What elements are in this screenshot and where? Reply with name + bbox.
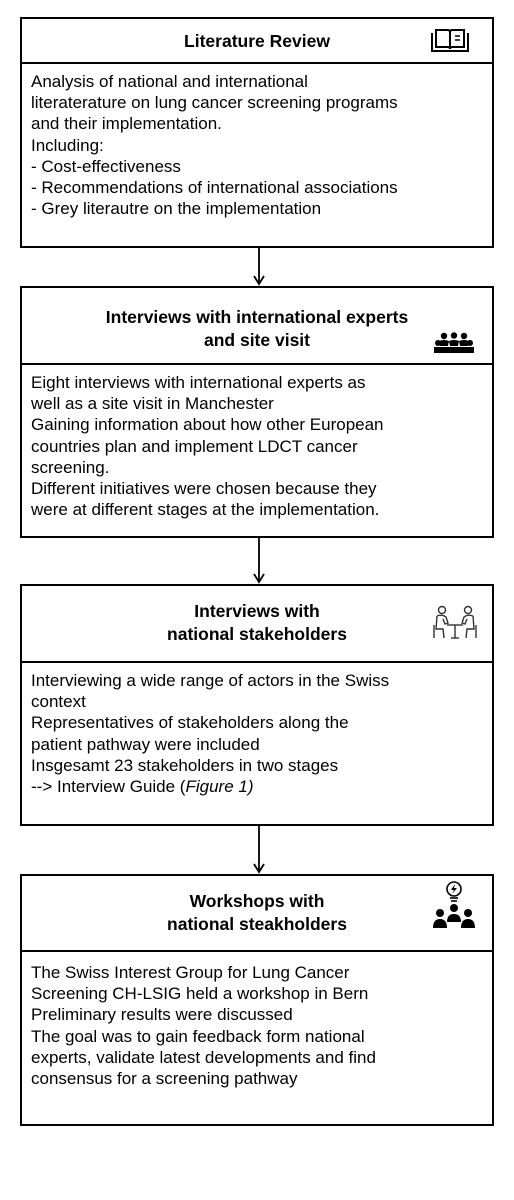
workshops-box bbox=[20, 874, 494, 1126]
national-stakeholders-title: Interviews with national stakeholders bbox=[167, 601, 347, 644]
book-icon bbox=[430, 27, 470, 55]
national-stakeholders-body: Interviewing a wide range of actors in the Swiss context Representatives of stakeholders along the patient pathway were included Insgesamt 23 stakeholders in two stages --> Interview Guide (Figure 1) bbox=[31, 670, 486, 797]
literature-review-box bbox=[20, 17, 494, 248]
international-experts-box bbox=[20, 286, 494, 538]
workshops-title: Workshops with national steakholders bbox=[167, 891, 347, 934]
literature-review-body: Analysis of national and international literaterature on lung cancer screening programs and their implementation. Including: - Cost-effectiveness - Recommendations of international associations - Grey literautre on the implementation bbox=[31, 72, 398, 219]
national-stakeholders-box bbox=[20, 584, 494, 826]
workshops-body: The Swiss Interest Group for Lung Cancer Screening CH-LSIG held a workshop in Bern Preliminary results were discussed The goal was to gain feedback form national experts, validate latest developments and find consensus for a screening pathway bbox=[31, 963, 376, 1089]
international-experts-title: Interviews with international experts and site visit bbox=[105, 307, 409, 350]
international-experts-body: Eight interviews with international experts as well as a site visit in Manchester Gaining information about how other European countries plan and implement LDCT cancer screening. Different initiatives were chosen because they were at different stages at the implementation. bbox=[31, 373, 384, 520]
literature-review-title: Literature Review bbox=[184, 31, 330, 51]
flow-arrow bbox=[253, 538, 265, 584]
flow-arrow bbox=[253, 826, 265, 874]
workshops-header bbox=[22, 876, 492, 952]
international-experts-header bbox=[22, 288, 492, 365]
interview-icon bbox=[432, 605, 478, 641]
workshop-lightbulb-icon bbox=[432, 880, 476, 932]
interview-guide-line: --> Interview Guide (Figure 1) bbox=[31, 777, 254, 797]
literature-review-header bbox=[22, 19, 492, 64]
national-stakeholders-header bbox=[22, 586, 492, 663]
flow-arrow bbox=[253, 248, 265, 286]
group-meeting-icon bbox=[434, 332, 474, 356]
